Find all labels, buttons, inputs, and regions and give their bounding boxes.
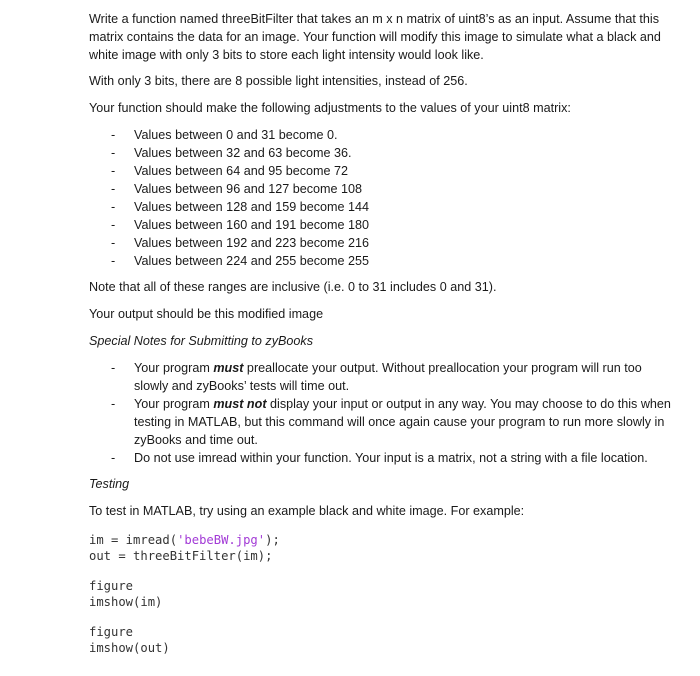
list-item: - Do not use imread within your function. Your input is a matrix, not a string with a file location. [89, 449, 679, 467]
code-line [89, 533, 679, 549]
code-line: imshow(out) [89, 640, 170, 655]
note-text: Your program [134, 397, 214, 411]
list-item: - Values between 64 and 95 become 72 [89, 162, 679, 180]
list-item: - Values between 32 and 63 become 36. [89, 144, 679, 162]
list-item: - Values between 96 and 127 become 108 [89, 180, 679, 198]
note-text: preallocate your output. Without preallocation your program will run too slowly and zyBooks’ tests will time out. [134, 361, 642, 393]
intro-paragraph: Write a function named threeBitFilter that takes an m x n matrix of uint8’s as an input. Assume that this matrix contains the data for an image. Your function will modify this image to simulate what a black and white image with only 3 bits to store each light intensity would look like. [89, 12, 661, 62]
special-notes-list [89, 359, 679, 467]
special-notes-heading: Special Notes for Submitting to zyBooks [89, 334, 313, 348]
code-block [89, 533, 679, 656]
note-emphasis: must not [213, 397, 267, 411]
ranges-list [89, 126, 679, 270]
code-line: out = threeBitFilter(im); [89, 548, 273, 563]
code-string: 'bebeBW.jpg' [177, 533, 266, 547]
code-text: im = imread( [89, 533, 178, 547]
code-line: figure [89, 625, 134, 639]
testing-instruction: To test in MATLAB, try using an example black and white image. For example: [89, 504, 525, 518]
note-text: Your program [134, 361, 214, 375]
list-item: - Values between 224 and 255 become 255 [89, 252, 679, 270]
document-page [89, 10, 679, 656]
list-item: - Values between 0 and 31 become 0. [89, 126, 679, 144]
bits-paragraph: With only 3 bits, there are 8 possible light intensities, instead of 256. [89, 74, 468, 88]
adjustments-paragraph: Your function should make the following adjustments to the values of your uint8 matrix: [89, 101, 571, 115]
code-line: imshow(im) [89, 594, 163, 609]
output-note: Your output should be this modified image [89, 307, 324, 321]
code-text: ); [265, 533, 280, 547]
list-item: - Values between 192 and 223 become 216 [89, 234, 679, 252]
list-item [89, 395, 679, 449]
list-item [89, 359, 679, 395]
note-emphasis: must [213, 361, 244, 375]
list-item: - Values between 128 and 159 become 144 [89, 198, 679, 216]
list-item: - Values between 160 and 191 become 180 [89, 216, 679, 234]
note-text: display your input or output in any way. You may choose to do this when testing in MATLAB, but this command will once again cause your program to run more slowly in zyBooks and time out. [134, 397, 671, 447]
code-line: figure [89, 579, 134, 593]
testing-heading: Testing [89, 477, 130, 491]
inclusive-note: Note that all of these ranges are inclusive (i.e. 0 to 31 includes 0 and 31). [89, 280, 497, 294]
